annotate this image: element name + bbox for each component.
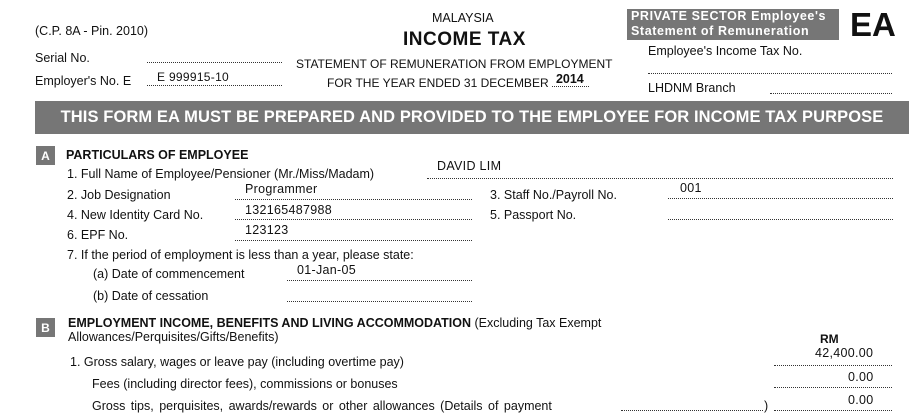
- staff-label: 3. Staff No./Payroll No.: [490, 188, 617, 202]
- rm-column-label: RM: [820, 332, 839, 346]
- row1-label: 1. Gross salary, wages or leave pay (including overtime pay): [70, 355, 404, 369]
- row3-value: 0.00: [848, 393, 874, 407]
- epf-label: 6. EPF No.: [67, 228, 129, 242]
- private-sector-line1: PRIVATE SECTOR Employee's: [631, 9, 827, 23]
- statement-line1: STATEMENT OF REMUNERATION FROM EMPLOYMENT: [296, 57, 613, 71]
- page-title: INCOME TAX: [403, 29, 526, 50]
- row2-field[interactable]: [774, 387, 892, 388]
- epf-value: 123123: [245, 223, 289, 237]
- lhdnm-label: LHDNM Branch: [648, 81, 736, 95]
- row1-value: 42,400.00: [815, 346, 874, 360]
- form-banner: THIS FORM EA MUST BE PREPARED AND PROVIDED TO THE EMPLOYEE FOR INCOME TAX PURPOSE: [35, 101, 909, 134]
- section-b-title: EMPLOYMENT INCOME, BENEFITS AND LIVING ACCOMMODATION (Excluding Tax Exempt: [68, 316, 602, 330]
- section-a-badge: A: [36, 146, 55, 165]
- passport-field[interactable]: [668, 219, 893, 220]
- section-b-title-line2: Allowances/Perquisites/Gifts/Benefits): [68, 330, 279, 344]
- period-label: 7. If the period of employment is less than a year, please state:: [67, 248, 414, 262]
- lhdnm-field[interactable]: [770, 93, 892, 94]
- country-label: MALAYSIA: [432, 11, 494, 25]
- statement-line2: FOR THE YEAR ENDED 31 DECEMBER 2014: [327, 75, 589, 90]
- staff-value: 001: [680, 181, 702, 195]
- employee-tax-label: Employee's Income Tax No.: [648, 44, 803, 58]
- commencement-field[interactable]: [287, 280, 472, 281]
- full-name-label: 1. Full Name of Employee/Pensioner (Mr./Miss/Madam): [67, 167, 375, 181]
- full-name-value: DAVID LIM: [437, 159, 502, 173]
- full-name-field[interactable]: [427, 178, 893, 179]
- employee-tax-field[interactable]: [648, 73, 892, 74]
- row2-label: Fees (including director fees), commissions or bonuses: [92, 377, 398, 391]
- ic-value: 132165487988: [245, 203, 333, 217]
- staff-field[interactable]: [668, 198, 893, 199]
- commencement-value: 01-Jan-05: [297, 263, 356, 277]
- row3-close: ): [764, 399, 769, 413]
- job-field[interactable]: [235, 199, 472, 200]
- cessation-label: (b) Date of cessation: [93, 289, 209, 303]
- row1-field[interactable]: [774, 365, 892, 366]
- section-b-badge: B: [36, 318, 55, 337]
- row3-details-field[interactable]: [621, 410, 763, 411]
- row2-value: 0.00: [848, 370, 874, 384]
- row3-label: Gross tips, perquisites, awards/rewards or other allowances (Details of payment: [92, 399, 552, 413]
- passport-label: 5. Passport No.: [490, 208, 577, 222]
- commencement-label: (a) Date of commencement: [93, 267, 245, 281]
- epf-field[interactable]: [235, 240, 472, 241]
- ea-label: EA: [850, 6, 896, 43]
- private-sector-box: [627, 9, 839, 40]
- serial-label: Serial No.: [35, 51, 90, 65]
- cessation-field[interactable]: [287, 301, 472, 302]
- row3-field[interactable]: [774, 410, 892, 411]
- section-a-title: PARTICULARS OF EMPLOYEE: [66, 148, 249, 162]
- ic-label: 4. New Identity Card No.: [67, 208, 204, 222]
- form-code: (C.P. 8A - Pin. 2010): [35, 24, 149, 38]
- job-value: Programmer: [245, 182, 318, 196]
- ic-field[interactable]: [235, 219, 472, 220]
- serial-field[interactable]: [147, 62, 282, 63]
- employer-no-value: E 999915-10: [157, 70, 230, 84]
- year-value: 2014: [555, 72, 584, 86]
- private-sector-line2: Statement of Remuneration: [631, 24, 810, 38]
- employer-no-label: Employer's No. E: [35, 74, 132, 88]
- job-label: 2. Job Designation: [67, 188, 171, 202]
- employer-no-field[interactable]: [147, 85, 282, 86]
